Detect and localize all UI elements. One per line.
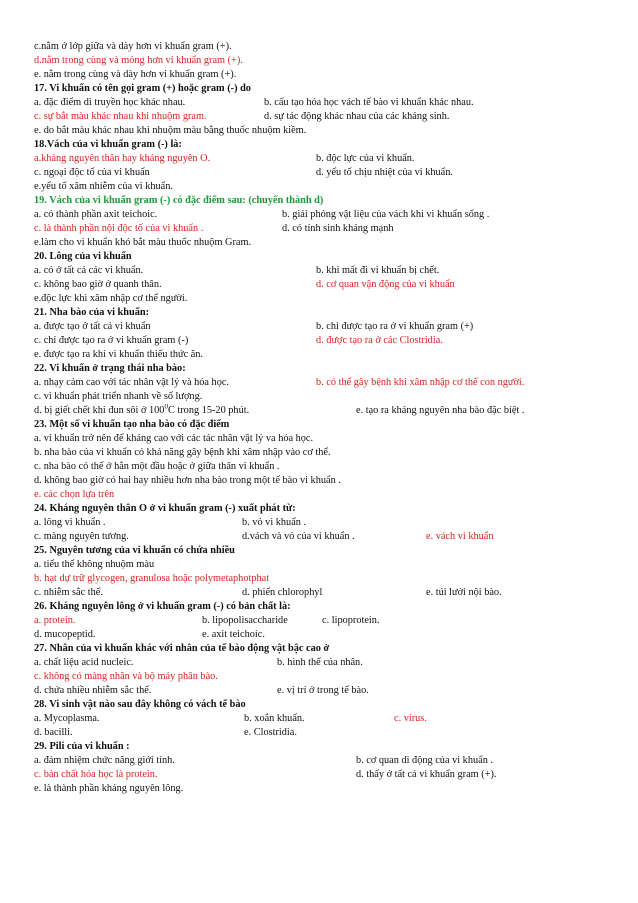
answer-row: [34, 754, 614, 768]
answer-option: [356, 754, 493, 768]
answer-row: [34, 222, 614, 236]
answer-option-text: b. hạt dự trữ glycogen, granulosa hoặc polymetaphotphat: [34, 573, 270, 584]
answer-option-text: c. không có màng nhân và bộ máy phân bào.: [34, 671, 218, 682]
answer-option: [394, 712, 427, 726]
answer-option: [34, 586, 103, 600]
answer-option-text: b. nha bào của vi khuẩn có khả năng gây bệnh khi xâm nhập vào cơ thể.: [34, 447, 331, 458]
answer-option-text: d. bacilli.: [34, 727, 73, 738]
answer-option: [34, 670, 218, 684]
question-heading-text: 23. Một số vi khuẩn tạo nha bào có đặc điểm: [34, 419, 230, 430]
answer-row: [34, 488, 614, 502]
answer-option-text: e. vị trí ở trong tế bào.: [277, 685, 369, 696]
answer-option: [242, 530, 355, 544]
answer-option: [34, 516, 106, 530]
question-heading: [34, 139, 182, 150]
answer-option-text: b. hình thể của nhân.: [277, 657, 363, 668]
answer-option: [34, 768, 158, 782]
answer-option: [34, 334, 188, 348]
answer-option-text: d. không bao giờ có hai hay nhiều hơn nha bào trong một tế bào vi khuẩn .: [34, 475, 341, 486]
answer-option-text: c. lipoprotein.: [322, 615, 380, 626]
answer-row: [34, 110, 614, 124]
answer-row: [34, 180, 614, 194]
question-heading-text: 24. Kháng nguyên thân O ở vi khuẩn gram (-) xuất phát từ:: [34, 503, 296, 514]
answer-option: [316, 264, 439, 278]
answer-option-text: e. tạo ra kháng nguyên nha bào đặc biệt .: [356, 405, 525, 416]
question-heading: [34, 307, 149, 318]
question-heading: [34, 83, 251, 94]
answer-option: [244, 712, 305, 726]
question-heading: [34, 545, 235, 556]
answer-row: [34, 334, 614, 348]
answer-option: [356, 768, 497, 782]
question-heading: [34, 601, 291, 612]
answer-option-text: e. là thành phần kháng nguyên lông.: [34, 783, 184, 794]
answer-option-text: c. sự bắt màu khác nhau khi nhuộm gram.: [34, 111, 207, 122]
answer-option-text: a. protein.: [34, 615, 76, 626]
answer-option: [316, 320, 473, 334]
answer-row: [34, 460, 614, 474]
question-heading: [34, 643, 329, 654]
answer-option-text: a. được tạo ở tất cả vi khuẩn: [34, 321, 151, 332]
answer-option: [34, 278, 162, 292]
answer-row: [34, 712, 614, 726]
question-heading: [34, 363, 186, 374]
answer-option-text: b. cấu tạo hóa học vách tế bào vi khuẩn khác nhau.: [264, 97, 474, 108]
answer-line: [34, 40, 614, 54]
answer-option-text: e.độc lực khi xâm nhập cơ thể người.: [34, 293, 188, 304]
question-heading-text: 25. Nguyên tương của vi khuẩn có chứa nhiều: [34, 545, 235, 556]
answer-row: [34, 404, 614, 418]
question-title: [34, 642, 614, 656]
answer-option-text: d. mucopeptid.: [34, 629, 96, 640]
answer-row: [34, 152, 614, 166]
question-heading: [34, 699, 246, 710]
answer-option: [316, 152, 415, 166]
question-heading-text: 27. Nhân của vi khuẩn khác với nhân của tế bào động vật bậc cao ở: [34, 643, 330, 654]
question-heading-text: 22. Vi khuẩn ở trạng thái nha bào:: [34, 363, 186, 374]
answer-option-text: a.kháng nguyên thân hay kháng nguyên O.: [34, 153, 211, 164]
answer-option: [34, 69, 236, 80]
question-title: [34, 250, 614, 264]
answer-option: [316, 278, 455, 292]
question-heading-text: 17. Vi khuẩn có tên gọi gram (+) hoặc gram (-) do: [34, 83, 251, 94]
question-heading: [34, 251, 132, 262]
answer-option-text: b. chỉ được tạo ra ở vi khuẩn gram (+): [316, 321, 474, 332]
answer-option-text: b. giải phóng vật liệu của vách khi vi khuẩn sống .: [282, 209, 490, 220]
answer-row: [34, 166, 614, 180]
answer-option-text: b. khi mất đi vi khuẩn bị chết.: [316, 265, 440, 276]
question-heading: [34, 195, 323, 206]
answer-option: [426, 530, 493, 544]
answer-option: [34, 390, 202, 404]
answer-option: [34, 488, 114, 502]
answer-row: [34, 768, 614, 782]
answer-option-text: c. nhiễm sắc thể.: [34, 587, 103, 598]
answer-option: [34, 474, 341, 488]
answer-option-text: c. ngoại độc tố của vi khuẩn: [34, 167, 150, 178]
answer-row: [34, 376, 614, 390]
question-title: [34, 82, 614, 96]
answer-row: [34, 628, 614, 642]
answer-option-text: a. lông vi khuẩn .: [34, 517, 106, 528]
answer-option-text: a. tiểu thể không nhuộm màu: [34, 559, 155, 570]
answer-option: [316, 334, 443, 348]
answer-row: [34, 726, 614, 740]
answer-row: [34, 530, 614, 544]
answer-option-text: d. có tính sinh kháng mạnh: [282, 223, 394, 234]
answer-option: [34, 208, 157, 222]
answer-option: [34, 236, 251, 250]
answer-option: [34, 754, 175, 768]
answer-option-text: b. vỏ vi khuẩn .: [242, 517, 307, 528]
answer-option: [34, 376, 229, 390]
question-title: [34, 600, 614, 614]
answer-option-text: e. các chọn lựa trên: [34, 489, 115, 500]
answer-option-text: c. vi khuẩn phát triển nhanh về số lượng.: [34, 391, 203, 402]
answer-row: [34, 474, 614, 488]
answer-option-text: d. bị giết chết khi đun sôi ở 100: [34, 405, 165, 416]
question-title: [34, 362, 614, 376]
answer-row: [34, 348, 614, 362]
answer-option: [244, 726, 297, 740]
answer-option-text: e. nằm trong cùng và dày hơn vi khuẩn gram (+).: [34, 69, 237, 80]
question-title: [34, 138, 614, 152]
answer-option: [322, 614, 379, 628]
answer-option-text: d. được tạo ra ở các Clostridia.: [316, 335, 443, 346]
answer-option: [34, 152, 210, 166]
answer-option: [242, 586, 322, 600]
answer-option: [34, 782, 183, 796]
answer-option: [34, 110, 207, 124]
question-title: [34, 194, 614, 208]
answer-option-suffix: C trong 15-20 phút.: [167, 405, 250, 416]
answer-row: [34, 516, 614, 530]
answer-option: [34, 684, 151, 698]
answer-option-text: a. Mycoplasma.: [34, 713, 100, 724]
answer-option-text: b. lipopolisaccharide: [202, 615, 288, 626]
answer-option: [34, 726, 73, 740]
answer-option-text: c. màng nguyên tương.: [34, 531, 129, 542]
answer-option: [34, 292, 187, 306]
question-heading-text: 21. Nha bào của vi khuẩn:: [34, 307, 150, 318]
answer-option: [202, 628, 265, 642]
answer-option: [277, 684, 369, 698]
answer-row: [34, 614, 614, 628]
question-heading-text: 20. Lông của vi khuẩn: [34, 251, 132, 262]
question-heading-text: 28. Vi sinh vật nào sau đây không có vách tế bào: [34, 699, 246, 710]
answer-line: [34, 68, 614, 82]
answer-option: [34, 320, 151, 334]
answer-option: [356, 404, 524, 418]
answer-option: [34, 404, 249, 418]
answer-option: [282, 222, 394, 236]
answer-option-text: c. chỉ được tạo ra ở vi khuẩn gram (-): [34, 335, 189, 346]
answer-row: [34, 264, 614, 278]
answer-option: [34, 222, 203, 236]
answer-option: [316, 376, 524, 390]
answer-option-text: b. xoắn khuẩn.: [244, 713, 305, 724]
answer-option: [34, 460, 280, 474]
answer-option: [34, 432, 313, 446]
answer-option-text: a. có ở tất cả các vi khuẩn.: [34, 265, 144, 276]
answer-option-text: a. đặc điểm di truyền học khác nhau.: [34, 97, 186, 108]
answer-line: [34, 54, 614, 68]
answer-option-text: e. vách vi khuẩn: [426, 531, 494, 542]
answer-option-text: c. không bao giờ ở quanh thân.: [34, 279, 162, 290]
answer-row: [34, 656, 614, 670]
answer-option: [34, 124, 306, 138]
answer-option-text: c.nằm ở lớp giữa và dày hơn vi khuẩn gram (+).: [34, 41, 232, 52]
answer-row: [34, 236, 614, 250]
answer-option: [34, 96, 185, 110]
answer-option-text: e. Clostridia.: [244, 727, 297, 738]
answer-option-text: c. virus.: [394, 713, 427, 724]
question-title: [34, 306, 614, 320]
question-heading-text: 18.Vách của vi khuẩn gram (-) là:: [34, 139, 182, 150]
answer-option-text: a. có thành phần axit teichoic.: [34, 209, 158, 220]
answer-row: [34, 208, 614, 222]
answer-row: [34, 390, 614, 404]
answer-option-text: a. đảm nhiệm chức năng giới tính.: [34, 755, 175, 766]
answer-option-text: e. được tạo ra khi vi khuẩn thiếu thức ăn.: [34, 349, 204, 360]
question-title: [34, 502, 614, 516]
answer-option-text: d.nằm trong cùng và mỏng hơn vi khuẩn gram (+).: [34, 55, 243, 66]
answer-option: [34, 166, 150, 180]
question-heading-text: 19. Vách của vi khuẩn gram (-) có đặc điểm sau: (chuyển thành d): [34, 195, 324, 206]
answer-option-text: c. bản chất hóa học là protein.: [34, 769, 158, 780]
question-heading: [34, 741, 130, 752]
question-heading-text: 26. Kháng nguyên lông ở vi khuẩn gram (-) có bản chất là:: [34, 601, 291, 612]
answer-option: [34, 348, 203, 362]
answer-option-text: d. sự tác động khác nhau của các kháng sinh.: [264, 111, 450, 122]
answer-option: [34, 558, 154, 572]
answer-option-text: b. cơ quan di động của vi khuẩn .: [356, 755, 493, 766]
question-title: [34, 418, 614, 432]
answer-option: [242, 516, 306, 530]
answer-option: [34, 180, 173, 194]
answer-option-text: e. túi lưới nội bào.: [426, 587, 502, 598]
answer-option-text: e.yếu tố xâm nhiễm của vi khuẩn.: [34, 181, 173, 192]
answer-option-text: c. là thành phần nội độc tố của vi khuẩn .: [34, 223, 204, 234]
answer-row: [34, 292, 614, 306]
answer-option: [34, 656, 134, 670]
answer-option: [34, 446, 331, 460]
answer-row: [34, 558, 614, 572]
answer-option-text: a. chất liệu acid nucleic.: [34, 657, 134, 668]
question-heading: [34, 419, 229, 430]
answer-option: [264, 110, 449, 124]
answer-option-text: d. cơ quan vận động của vi khuẩn: [316, 279, 455, 290]
answer-option: [34, 572, 269, 586]
answer-row: [34, 124, 614, 138]
answer-row: [34, 684, 614, 698]
answer-option-text: a. vi khuẩn trở nên để kháng cao với các tác nhân vật lý va hóa học.: [34, 433, 314, 444]
question-title: [34, 698, 614, 712]
answer-option: [282, 208, 489, 222]
answer-row: [34, 670, 614, 684]
answer-option-text: b. độc lực của vi khuẩn.: [316, 153, 415, 164]
answer-option-text: d. chứa nhiều nhiễm sắc thể.: [34, 685, 152, 696]
answer-row: [34, 446, 614, 460]
answer-option: [34, 41, 232, 52]
answer-row: [34, 586, 614, 600]
answer-option-text: e.làm cho vi khuẩn khó bắt màu thuốc nhuộm Gram.: [34, 237, 252, 248]
question-heading: [34, 503, 296, 514]
answer-row: [34, 782, 614, 796]
answer-option-text: d.vách và vỏ của vi khuẩn .: [242, 531, 355, 542]
answer-row: [34, 432, 614, 446]
answer-row: [34, 572, 614, 586]
question-heading-text: 29. Pili của vi khuẩn :: [34, 741, 130, 752]
answer-option: [202, 614, 288, 628]
answer-option-text: e. axit teichoic.: [202, 629, 265, 640]
answer-option-text: d. thấy ở tất cả vi khuẩn gram (+).: [356, 769, 497, 780]
answer-row: [34, 320, 614, 334]
answer-option: [34, 55, 243, 66]
answer-option: [264, 96, 474, 110]
answer-option-text: d. yếu tố chịu nhiệt của vi khuẩn.: [316, 167, 453, 178]
answer-option: [277, 656, 363, 670]
answer-option: [34, 712, 99, 726]
question-title: [34, 544, 614, 558]
question-title: [34, 740, 614, 754]
answer-option: [34, 264, 143, 278]
answer-option: [316, 166, 453, 180]
answer-option: [34, 628, 96, 642]
answer-option: [426, 586, 502, 600]
answer-option-text: b. có thể gây bệnh khi xâm nhập cơ thể con người.: [316, 377, 525, 388]
answer-option-superscript: 0: [164, 404, 168, 411]
answer-option: [34, 530, 129, 544]
answer-option-text: e. do bắt màu khác nhau khi nhuộm màu bằng thuốc nhuộm kiềm.: [34, 125, 307, 136]
answer-option-text: c. nha bào có thể ở hẳn một đầu hoặc ở giữa thân vi khuẩn .: [34, 461, 280, 472]
answer-row: [34, 96, 614, 110]
answer-option: [34, 614, 75, 628]
answer-option-text: a. nhạy cảm cao với tác nhân vật lý và hóa học.: [34, 377, 230, 388]
answer-row: [34, 278, 614, 292]
answer-option-text: d. phiến chlorophyl: [242, 587, 323, 598]
